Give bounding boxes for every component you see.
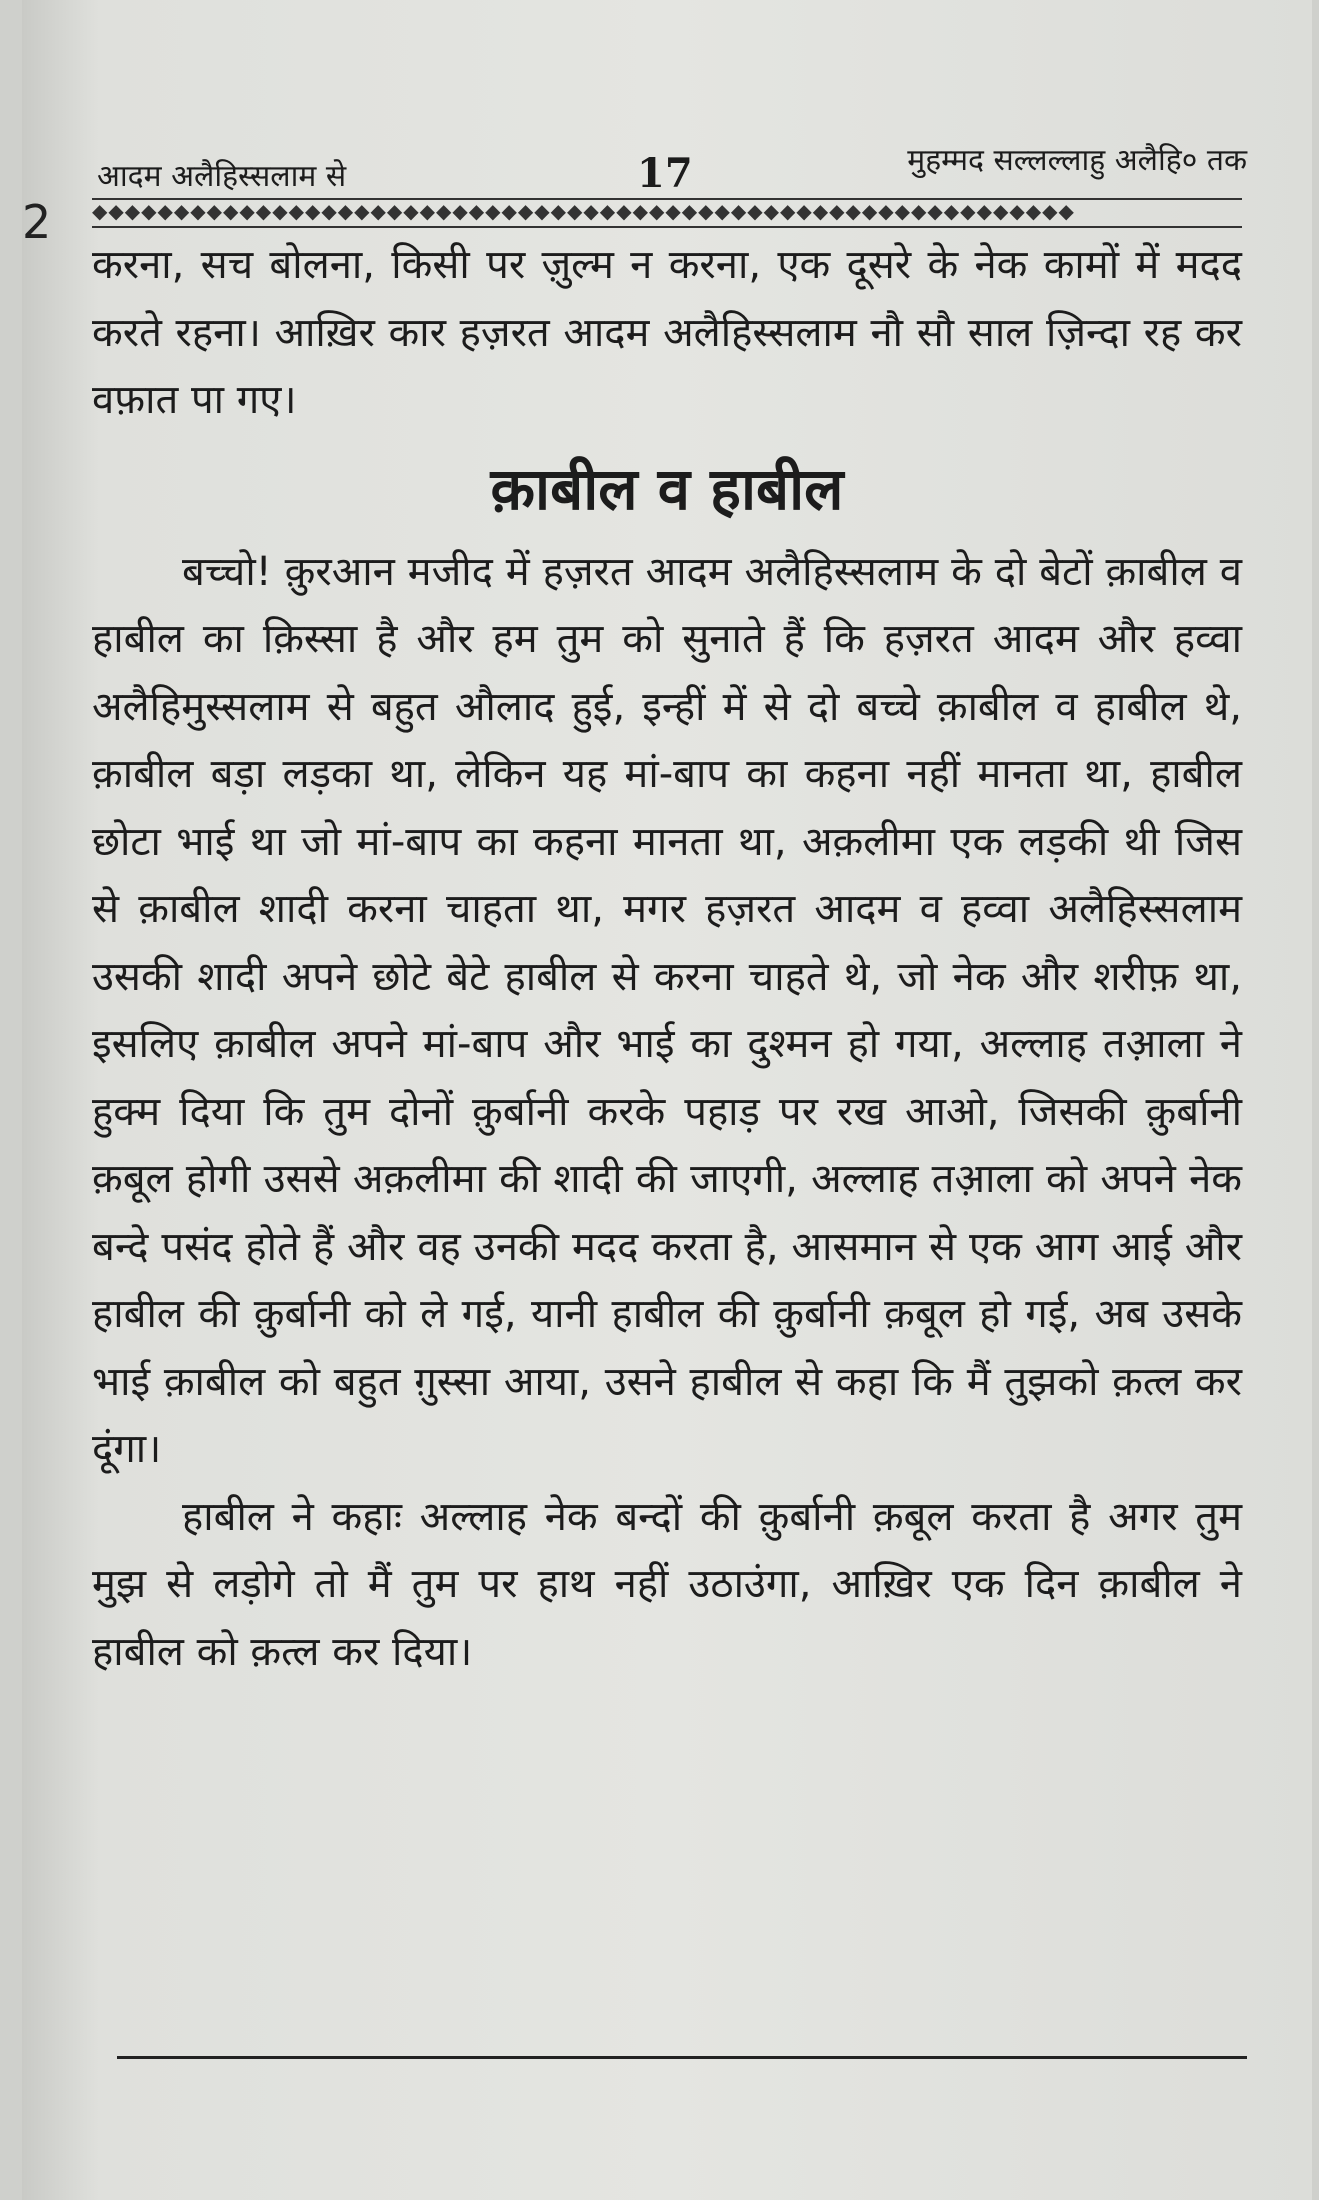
body-paragraph-2: हाबील ने कहाः अल्लाह नेक बन्दों की क़ुर्बानी क़बूल करता है अगर तुम मुझ से लड़ोगे तो मैं तुम पर हाथ नहीं उठाउंगा, आख़िर एक दिन क़ाबील ने हाबील को क़त्ल कर दिया। <box>92 1493 1242 1675</box>
ornamental-border: ◆◆◆◆◆◆◆◆◆◆◆◆◆◆◆◆◆◆◆◆◆◆◆◆◆◆◆◆◆◆◆◆◆◆◆◆◆◆◆◆◆◆◆◆◆◆◆◆◆◆◆◆◆◆◆◆◆◆◆◆ <box>92 198 1242 228</box>
body-paragraph-1: बच्चो! क़ुरआन मजीद में हज़रत आदम अलैहिस्सलाम के दो बेटों क़ाबील व हाबील का क़िस्सा है और हम तुम को सुनाते हैं कि हज़रत आदम और हव्वा अलैहिमुस्सलाम से बहुत औलाद हुई, इन्हीं में से दो बच्चे क़ाबील व हाबील थे, क़ाबील बड़ा लड़का था, लेकिन यह मां-बाप का कहना नहीं मानता था, हाबील छोटा भाई था जो मां-बाप का कहना मानता था, अक़लीमा एक लड़की थी जिस से क़ाबील शादी करना चाहता था, मगर हज़रत आदम व हव्वा अलैहिस्सलाम उसकी शादी अपने छोटे बेटे हाबील से करना चाहते थे, जो नेक और शरीफ़ था, इसलिए क़ाबील अपने मां-बाप और भाई का दुश्मन हो गया, अल्लाह तआ़ला ने हुक्म दिया कि तुम दोनों क़ुर्बानी करके पहाड़ पर रख आओ, जिसकी क़ुर्बानी क़बूल होगी उससे अक़लीमा की शादी की जाएगी, अल्लाह तआ़ला को अपने नेक बन्दे पसंद होते हैं और वह उनकी मदद करता है, आसमान से एक आग आई और हाबील की क़ुर्बानी को ले गई, यानी हाबील की क़ुर्बानी क़बूल हो गई, अब उसके भाई क़ाबील को बहुत ग़ुस्सा आया, उसने हाबील से कहा कि मैं तुझको क़त्ल कर दूंगा। <box>92 548 1242 1472</box>
header-left-title: आदम अलैहिस्सलाम से <box>97 159 347 194</box>
header-right-title: मुहम्मद सल्लल्लाहु अलैहि० तक <box>907 143 1247 178</box>
page-content <box>92 232 1242 1686</box>
page-number: 17 <box>637 150 693 197</box>
end-rule <box>117 2056 1247 2059</box>
margin-number: 2 <box>22 195 52 249</box>
intro-paragraph: करना, सच बोलना, किसी पर ज़ुल्म न करना, एक दूसरे के नेक कामों में मदद करते रहना। आख़िर कार हज़रत आदम अलैहिस्सलाम नौ सौ साल ज़िन्दा रह कर वफ़ात पा गए। <box>92 242 1242 423</box>
book-page <box>22 0 1312 2200</box>
chapter-title: क़ाबील व हाबील <box>490 454 844 523</box>
